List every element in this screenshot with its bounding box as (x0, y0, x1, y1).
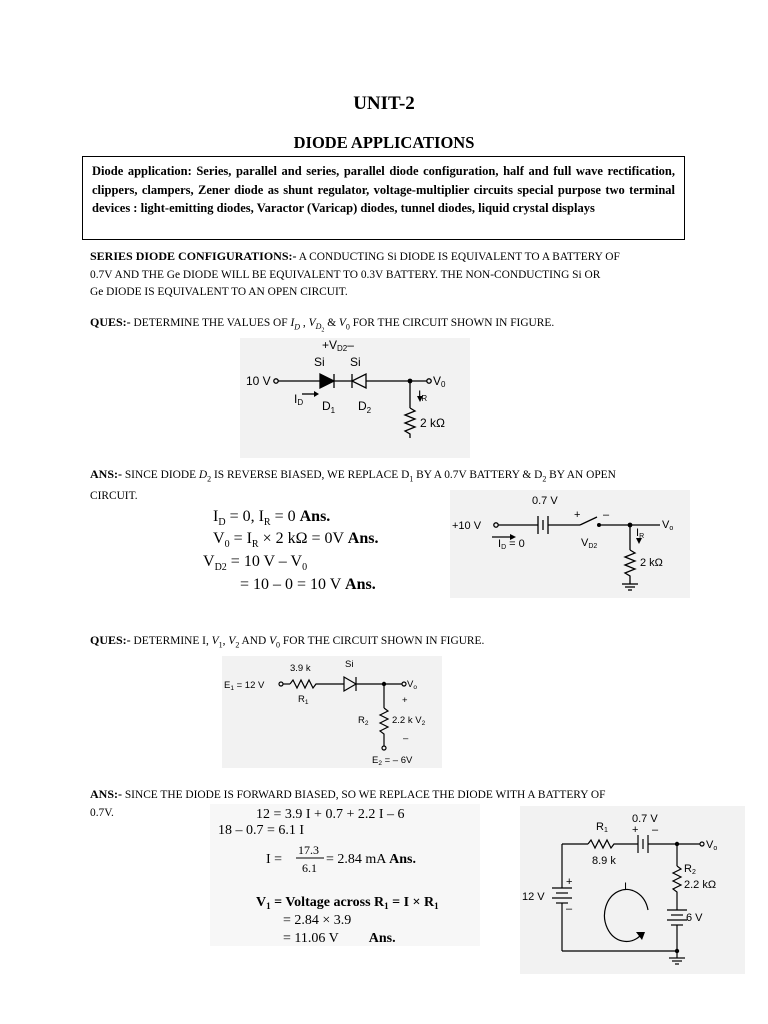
syllabus-box: Diode application: Series, parallel and series, parallel diode configuration, half and full wave rectification, clippers, clampers, Zener diode as shunt regulator, voltage-multiplier circuits special purpose two terminal devices : light-emitting diodes, Varactor (Varicap) diodes, tunnel diodes, liquid crystal displays (82, 156, 685, 240)
answer-1-equations (200, 502, 440, 598)
svg-text:D1: $D_1$ (322, 399, 336, 415)
svg-text:6.1: 6.1 (302, 861, 317, 875)
svg-text:R1: $R_1$ (298, 694, 309, 706)
svg-text:8.9 k: 8.9 k (592, 855, 616, 867)
svg-text:I =: I = (266, 852, 283, 867)
svg-text:2.2 k V2: 2.2 k $V_2$ (392, 715, 426, 727)
svg-text:V0 = IR × 2 kΩ = 0V Ans.: $V_0 = I_R \times 2$ kΩ = 0V Ans. (213, 530, 379, 550)
svg-text:ID = 0, IR = 0 Ans.: $I_D = 0$, $I_R = 0$ Ans. (213, 508, 331, 528)
svg-text:3.9 k: 3.9 k (290, 663, 311, 674)
circuit-figure-2-equivalent (520, 806, 745, 974)
svg-text:6 V: 6 V (686, 912, 703, 924)
svg-text:R1: R1 (596, 821, 608, 834)
svg-text:2 kΩ: 2 kΩ (640, 557, 663, 569)
answer-2-equations (210, 804, 480, 946)
svg-text:–: – (566, 903, 573, 915)
svg-text:2 kΩ: 2 kΩ (420, 416, 445, 430)
svg-text:= 2.84 mA Ans.: = 2.84 mA Ans. (326, 852, 416, 867)
svg-text:+: + (632, 824, 639, 836)
series-intro: SERIES DIODE CONFIGURATIONS:- A CONDUCTING Si DIODE IS EQUIVALENT TO A BATTERY OF 0.7V AND THE Ge DIODE WILL BE EQUIVALENT TO 0.3V BATTERY. THE NON-CONDUCTING Si OR Ge DIODE IS EQUIVALENT TO AN OPEN CIRCUIT. (90, 249, 620, 298)
svg-text:V0: V0 (433, 374, 446, 389)
svg-text:ID: ID (294, 392, 304, 407)
svg-text:0.7 V: 0.7 V (532, 495, 558, 507)
svg-text:–: – (403, 733, 409, 744)
svg-text:Vo: Vo (662, 519, 674, 532)
svg-text:+: + (566, 876, 573, 888)
svg-text:–: – (603, 509, 610, 521)
svg-text:IR: IR (636, 527, 645, 540)
svg-text:Vo: $V_o$ (407, 679, 417, 691)
unit-title: UNIT-2 (353, 93, 415, 114)
svg-text:18 – 0.7 = 6.1 I: 18 – 0.7 = 6.1 I (218, 823, 305, 838)
svg-text:E1 = 12 V: $E_1 = 12$ V (224, 680, 265, 692)
svg-text:V1 = Voltage across R1 = I × R: $V_1$ = Voltage across $R_1 = I \times R_1$ (256, 895, 439, 911)
svg-text:R2: $R_2$ (358, 715, 369, 727)
svg-text:Si: Si (350, 355, 361, 369)
svg-text:+: + (574, 509, 581, 521)
chapter-title: DIODE APPLICATIONS (293, 133, 475, 152)
question-1: QUES:- DETERMINE THE VALUES OF $I_D$ , $V_{D_2}$ & $V_0$ FOR THE CIRCUIT SHOWN IN FIGURE. (90, 315, 555, 334)
svg-text:Vo: Vo (706, 839, 718, 852)
svg-text:ID = 0: ID = 0 (498, 538, 525, 551)
svg-text:E2 = – 6V: $E_2$ = – 6V (372, 755, 413, 767)
svg-text:2.2 kΩ: 2.2 kΩ (684, 879, 717, 891)
svg-text:17.3: 17.3 (298, 843, 319, 857)
svg-text:VD2: VD2 (581, 537, 598, 550)
svg-text:+: + (402, 695, 408, 706)
svg-text:12 = 3.9 I + 0.7 + 2.2 I – 6: 12 = 3.9 I + 0.7 + 2.2 I – 6 (256, 807, 405, 822)
circuit-figure-1-equivalent (450, 490, 690, 598)
svg-text:R2: R2 (684, 863, 696, 876)
svg-text:I: I (624, 881, 628, 893)
svg-text:Si: Si (345, 659, 354, 670)
circuit-figure-1 (240, 338, 470, 458)
circuit-figure-2 (222, 656, 442, 768)
svg-text:= 11.06 VAns.: = 11.06 V Ans. (283, 931, 396, 946)
answer-1: ANS:- SINCE DIODE $D_2$ IS REVERSE BIASED, WE REPLACE $D_1$ BY A 0.7V BATTERY & $D_2$ BY AN OPEN CIRCUIT. (90, 467, 616, 502)
svg-text:= 10 – 0 = 10 V Ans.: = 10 – 0 = 10 V Ans. (240, 576, 376, 593)
svg-text:–: – (652, 824, 659, 836)
svg-text:D2: $D_2$ (358, 399, 372, 415)
input-voltage-label: 10 V (246, 374, 271, 388)
svg-text:+10 V: +10 V (452, 520, 482, 532)
svg-text:IR: IR (418, 388, 428, 403)
svg-text:0.7 V: 0.7 V (632, 813, 658, 825)
question-2: QUES:- DETERMINE I, $V_1$, $V_2$ AND $V_0$ FOR THE CIRCUIT SHOWN IN FIGURE. (90, 633, 485, 650)
svg-text:= 2.84 × 3.9: = 2.84 × 3.9 (283, 913, 352, 928)
vd2-label: +VD2– (322, 338, 354, 353)
answer-2: ANS:- SINCE THE DIODE IS FORWARD BIASED, SO WE REPLACE THE DIODE WITH A BATTERY OF 0.7V. (90, 787, 606, 819)
svg-text:12 V: 12 V (522, 891, 545, 903)
svg-text:Si: Si (314, 355, 325, 369)
series-heading: SERIES DIODE CONFIGURATIONS:- (90, 249, 297, 263)
svg-text:VD2 = 10 V – V0: $V_{D2} = 10$ V – $V_0$ (203, 553, 308, 573)
